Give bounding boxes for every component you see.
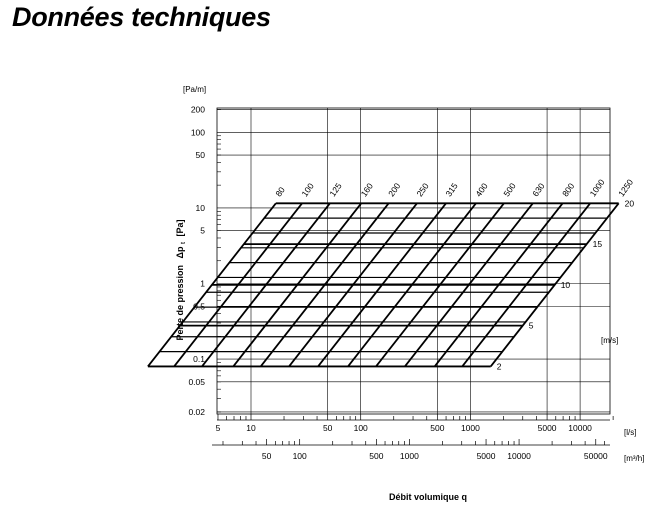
diameter-label: 250 [414, 181, 431, 199]
nomogram-grid [148, 177, 635, 371]
diameter-label: 1250 [616, 177, 636, 199]
diameter-label: 630 [530, 181, 547, 199]
diameter-label: 400 [473, 181, 490, 199]
page-title: Données techniques [12, 2, 271, 32]
x-tick-label-ls: 500 [430, 423, 445, 433]
velocity-label: 10 [560, 279, 571, 290]
plot-frame [217, 108, 610, 414]
y-tick-label: 1 [200, 278, 205, 289]
y-tick-label: 50 [195, 150, 205, 161]
y-axis-label-text: Perte de pression [175, 265, 185, 341]
x-tick-label-m3h: 5000 [476, 451, 496, 461]
x-unit-label-m3h: [m³/h] [624, 454, 645, 463]
diameter-label: 315 [443, 181, 460, 199]
x-tick-label-m3h: 100 [292, 451, 307, 461]
chart-grid [217, 108, 610, 414]
x-axis-label: Débit volumique q [388, 492, 468, 502]
diameter-label: 80 [273, 184, 287, 199]
y-axis-label-unit: [Pa] [175, 219, 185, 237]
velocity-unit-label: [m/s] [601, 336, 619, 345]
diameter-label: 100 [299, 181, 316, 199]
x-tick-label-ls: 100 [353, 423, 368, 433]
y-tick-label: 200 [190, 104, 205, 115]
diameter-label: 200 [386, 181, 403, 199]
diameter-label: 125 [327, 181, 344, 199]
x-tick-label-ls: 10000 [568, 423, 592, 433]
x-tick-label-ls: 5000 [537, 423, 557, 433]
x-tick-label-m3h: 50 [261, 451, 272, 461]
velocity-label: 2 [496, 361, 502, 372]
y-tick-label: 0.05 [188, 376, 205, 387]
y-tick-label: 0.1 [193, 354, 205, 365]
x-tick-label-m3h: 10000 [507, 451, 531, 461]
y-tick-label: 100 [190, 127, 205, 138]
x-tick-label-m3h: 50000 [583, 451, 608, 461]
y-tick-label: 0.02 [188, 406, 205, 417]
y-axis-label-symbol: Δp [175, 246, 185, 259]
diameter-label: 500 [501, 181, 518, 199]
y-tick-label: 0.5 [193, 301, 205, 312]
x-tick-label-ls: 1000 [460, 423, 480, 433]
x-tick-label-ls: 5 [215, 423, 221, 433]
y-unit-label: [Pa/m] [183, 85, 207, 94]
y-tick-label: 10 [195, 202, 205, 213]
x-tick-label-ls: 10 [246, 423, 256, 433]
velocity-label: 20 [624, 198, 635, 209]
diameter-label: 160 [358, 181, 375, 199]
x-tick-label-ls: 50 [322, 423, 333, 433]
y-tick-label: 5 [200, 225, 205, 236]
diameter-label: 800 [560, 181, 577, 199]
diameter-label: 1000 [587, 177, 607, 199]
velocity-label: 5 [528, 320, 534, 331]
y-axis-label-subscript: t [181, 242, 187, 244]
chart-axes [188, 105, 613, 461]
x-unit-label-ls: [l/s] [624, 428, 637, 437]
velocity-label: 15 [592, 239, 603, 250]
x-tick-label-m3h: 1000 [399, 451, 419, 461]
x-tick-label-m3h: 500 [369, 451, 384, 461]
